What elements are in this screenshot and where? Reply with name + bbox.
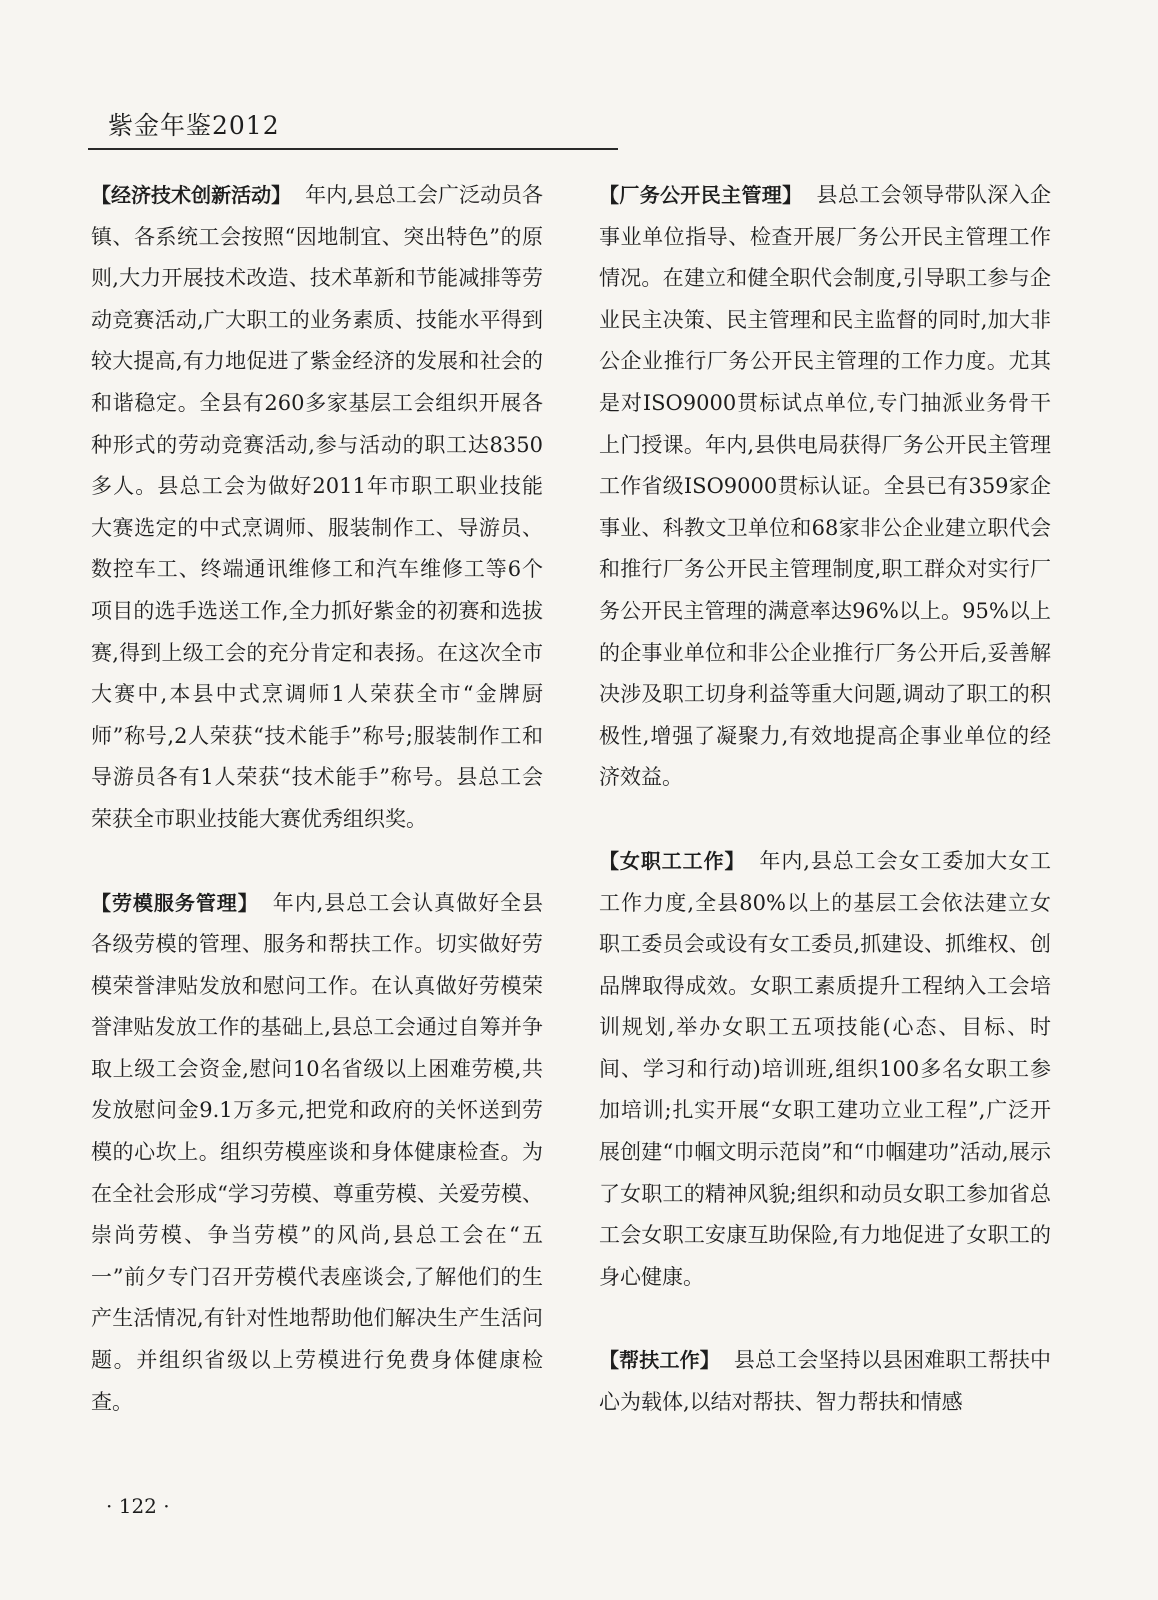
- section-title: 【经济技术创新活动】: [91, 183, 292, 207]
- section-title: 【劳模服务管理】: [91, 890, 259, 915]
- section-body: 年内,县总工会认真做好全县各级劳模的管理、服务和帮扶工作。切实做好劳模荣誉津贴发放和慰问工作。在认真做好劳模荣誉津贴发放工作的基础上,县总工会通过自筹并争取上级工会资金,慰问10名省级以上困难劳模,共发放慰问金9.1万多元,把党和政府的关怀送到劳模的心坎上。组织劳模座谈和身体健康检查。为在全社会形成“学习劳模、尊重劳模、关爱劳模、崇尚劳模、争当劳模”的风尚,县总工会在“五一”前夕专门召开劳模代表座谈会,了解他们的生产生活情况,有针对性地帮助他们解决生产生活问题。并组织省级以上劳模进行免费身体健康检查。: [91, 890, 543, 1414]
- section-title: 【厂务公开民主管理】: [599, 183, 803, 207]
- paragraph-gap: [599, 1298, 1051, 1340]
- paragraph-gap: [599, 799, 1051, 841]
- section-female-workers: [599, 841, 1051, 1299]
- section-factory-affairs-openness: [599, 175, 1051, 799]
- section-title: 【帮扶工作】: [599, 1348, 720, 1373]
- section-assistance-work: [599, 1340, 1051, 1423]
- running-header: 紫金年鉴2012: [108, 111, 280, 140]
- right-column: [599, 175, 1051, 1424]
- header-rule: [88, 148, 618, 150]
- paragraph-gap: [91, 841, 543, 883]
- section-body: 年内,县总工会女工委加大女工工作力度,全县80%以上的基层工会依法建立女职工委员会或设有女工委员,抓建设、抓维权、创品牌取得成效。女职工素质提升工程纳入工会培训规划,举办女职工五项技能(心态、目标、时间、学习和行动)培训班,组织100多名女职工参加培训;扎实开展“女职工建功立业工程”,广泛开展创建“巾帼文明示范岗”和“巾帼建功”活动,展示了女职工的精神风貌;组织和动员女职工参加省总工会女职工安康互助保险,有力地促进了女职工的身心健康。: [599, 848, 1051, 1289]
- section-model-worker-service: [91, 883, 543, 1424]
- section-body: 县总工会坚持以县困难职工帮扶中心为载体,以结对帮扶、智力帮扶和情感: [599, 1348, 1052, 1415]
- section-title: 【女职工工作】: [599, 848, 746, 873]
- page-number: · 122 ·: [106, 1494, 170, 1518]
- section-body: 年内,县总工会广泛动员各镇、各系统工会按照“因地制宜、突出特色”的原则,大力开展技术改造、技术革新和节能减排等劳动竞赛活动,广大职工的业务素质、技能水平得到较大提高,有力地促进了紫金经济的发展和社会的和谐稳定。全县有260多家基层工会组织开展各种形式的劳动竞赛活动,参与活动的职工达8350多人。县总工会为做好2011年市职工职业技能大赛选定的中式烹调师、服装制作工、导游员、数控车工、终端通讯维修工和汽车维修工等6个项目的选手选送工作,全力抓好紫金的初赛和选拔赛,得到上级工会的充分肯定和表扬。在这次全市大赛中,本县中式烹调师1人荣获全市“金牌厨师”称号,2人荣获“技术能手”称号;服装制作工和导游员各有1人荣获“技术能手”称号。县总工会荣获全市职业技能大赛优秀组织奖。: [91, 183, 543, 831]
- left-column: [91, 175, 543, 1423]
- section-body: 县总工会领导带队深入企事业单位指导、检查开展厂务公开民主管理工作情况。在建立和健全职代会制度,引导职工参与企业民主决策、民主管理和民主监督的同时,加大非公企业推行厂务公开民主管理的工作力度。尤其是对ISO9000贯标试点单位,专门抽派业务骨干上门授课。年内,县供电局获得厂务公开民主管理工作省级ISO9000贯标认证。全县已有359家企事业、科教文卫单位和68家非公企业建立职代会和推行厂务公开民主管理制度,职工群众对实行厂务公开民主管理的满意率达96%以上。95%以上的企事业单位和非公企业推行厂务公开后,妥善解决涉及职工切身利益等重大问题,调动了职工的积极性,增强了凝聚力,有效地提高企事业单位的经济效益。: [599, 183, 1051, 790]
- section-economic-tech-innovation: [91, 175, 543, 841]
